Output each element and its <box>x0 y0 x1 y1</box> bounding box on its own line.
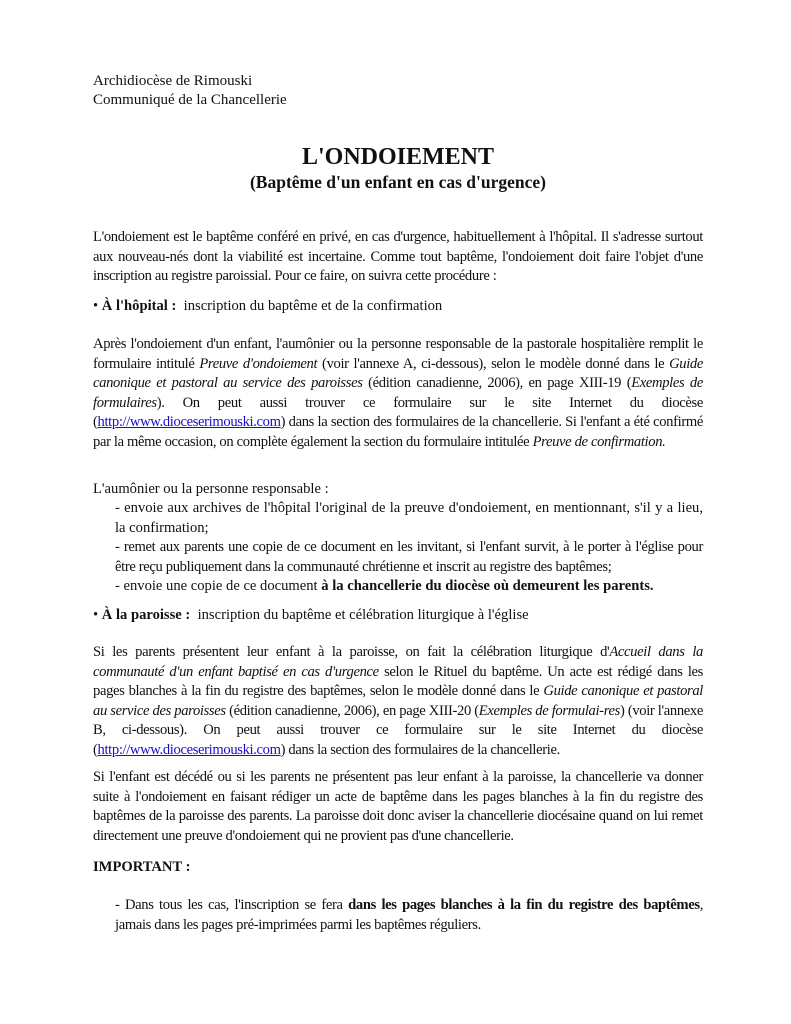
list-item <box>115 577 703 597</box>
archdiocese-name: Archidiocèse de Rimouski <box>93 73 253 89</box>
title-block <box>93 143 703 193</box>
examples-title: Exemples de formulaires <box>93 375 703 411</box>
section-hospital-description: inscription du baptême et de la confirmation <box>183 298 443 314</box>
text-run: ). On peut aussi trouver ce formulaire sur le site Internet du diocèse ( <box>93 394 703 431</box>
text-run: (voir l'annexe A, ci-dessous), selon le modèle donné dans le <box>317 355 670 372</box>
section-parish-heading <box>93 606 703 626</box>
page-subtitle: (Baptême d'un enfant en cas d'urgence) <box>249 172 547 192</box>
text-run: (édition canadienne, 2006), en page XIII-19 ( <box>362 375 632 392</box>
page-title: L'ONDOIEMENT <box>301 144 495 170</box>
responsible-intro: L'aumônier ou la personne responsable : <box>93 481 329 497</box>
chancellery-communique: Communiqué de la Chancellerie <box>93 92 287 108</box>
bullet-icon: • <box>93 298 99 314</box>
list-item: - remet aux parents une copie de ce document en les invitant, si l'enfant survit, à le porter à l'église pour être reçu publiquement dans la communauté chrétienne et inscrit au registre des baptêmes; <box>115 539 703 575</box>
text-run: - Dans tous les cas, l'inscription se fera <box>115 897 349 913</box>
text-run: ) (voir l'annexe B, ci-dessous). On peut aussi trouver ce formulaire sur le site Internet du diocèse ( <box>93 702 704 758</box>
text-run: Après l'ondoiement d'un enfant, l'aumônier ou la personne responsable de la pastorale hospitalière remplit le formulaire intitulé <box>93 336 703 372</box>
section-hospital-title: À l'hôpital : <box>101 298 177 314</box>
deceased-paragraph: Si l'enfant est décédé ou si les parents ne présentent pas leur enfant à la paroisse, la chancellerie va donner suite à l'ondoiement en faisant rédiger un acte de baptême dans les pages blanches à la fin du registre des baptêmes de la paroisse des parents. La paroisse doit donc aviser la chancellerie diocésaine quand on lui remet directement une preuve d'ondoiement qui ne provient pas d'une chancellerie. <box>93 769 703 844</box>
bullet-icon: • <box>93 607 99 623</box>
hospital-paragraph <box>93 335 703 453</box>
guide-title: Guide canonique et pastoral au service des paroisses <box>93 683 703 719</box>
text-run: selon le Rituel du baptême. Un acte est rédigé dans les pages blanches à la fin du registre des baptêmes, selon le modèle donné dans le <box>93 663 704 700</box>
rite-title: Accueil dans la communauté d'un enfant baptisé en cas d'urgence <box>93 644 703 680</box>
section-parish-title: À la paroisse : <box>101 607 191 623</box>
section-hospital-heading <box>93 297 703 317</box>
text-run: ) dans la section des formulaires de la chancellerie. Si l'enfant a été confirmé par la même occasion, on complète également la section du formulaire intitulée <box>93 414 703 450</box>
list-item: - envoie aux archives de l'hôpital l'original de la preuve d'ondoiement, en mentionnant, s'il y a lieu, la confirmation; <box>115 500 703 536</box>
text-run: ) dans la section des formulaires de la chancellerie. <box>280 741 560 758</box>
text-run: (édition canadienne, 2006), en page XIII-20 ( <box>225 702 479 719</box>
guide-title: Guide canonique et pastoral au service des paroisses <box>93 355 703 392</box>
letterhead <box>93 72 287 110</box>
form-title-preuve-confirmation: Preuve de confirmation. <box>532 433 666 450</box>
intro-paragraph: L'ondoiement est le baptême conféré en privé, en cas d'urgence, habituellement à l'hôpital. Il s'adresse surtout aux nouveau-nés dont la viabilité est incertaine. Comme tout baptême, l'ondoiement doit faire l'objet d'une inscription au registre paroissial. Pour ce faire, on suivra cette procédure : <box>93 229 703 285</box>
examples-title: Exemples de formulai-res <box>478 702 620 719</box>
diocese-website-link[interactable]: http://www.dioceserimouski.com <box>97 741 281 758</box>
important-label: IMPORTANT : <box>93 859 191 875</box>
text-run: - envoie une copie de ce document <box>115 578 322 595</box>
text-run: , jamais dans les pages pré-imprimées parmi les baptêmes réguliers. <box>115 897 704 933</box>
text-run: Si les parents présentent leur enfant à la paroisse, on fait la célébration liturgique d' <box>93 644 610 660</box>
form-title-preuve-ondoiement: Preuve d'ondoiement <box>199 355 318 372</box>
emphasis: dans les pages blanches à la fin du registre des baptêmes <box>348 897 700 913</box>
important-note <box>93 896 703 935</box>
parish-paragraph <box>93 643 703 761</box>
responsible-actions-list <box>93 499 703 597</box>
section-parish-description: inscription du baptême et célébration liturgique à l'église <box>197 607 529 623</box>
diocese-website-link[interactable]: http://www.dioceserimouski.com <box>97 414 281 431</box>
important-heading <box>93 858 703 878</box>
emphasis: à la chancellerie du diocèse où demeurent les parents. <box>321 578 654 595</box>
